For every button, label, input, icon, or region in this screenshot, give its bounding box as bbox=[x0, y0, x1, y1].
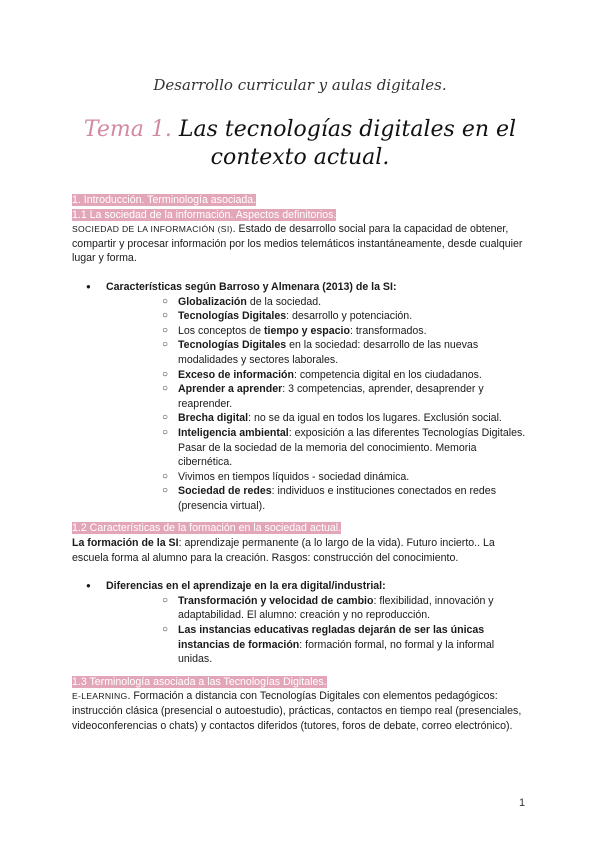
subsection-heading-1-2: 1.2 Características de la formación en la sociedad actual. bbox=[72, 522, 342, 535]
subsection-heading-1-3: 1.3 Terminología asociada a las Tecnologías Digitales. bbox=[72, 675, 327, 688]
definition-si bbox=[72, 222, 530, 266]
paragraph-formacion: La formación de la SI: aprendizaje permanente (a lo largo de la vida). Futuro incierto.. La escuela forma al alumno para la creación. Rasgos: construcción del conocimiento. bbox=[72, 537, 495, 564]
title-prefix: Tema 1. bbox=[83, 117, 172, 142]
course-title: Desarrollo curricular y aulas digitales. bbox=[153, 76, 447, 94]
subsection-heading-1-1: 1.1 La sociedad de la información. Aspectos definitorios. bbox=[72, 208, 337, 221]
list-item bbox=[72, 579, 530, 667]
term-elearning: E-LEARNING bbox=[72, 691, 128, 702]
document-body bbox=[72, 193, 530, 733]
list-item: ○ Tecnologías Digitales: desarrollo y potenciación. bbox=[106, 309, 530, 324]
list-item: ○ Sociedad de redes: individuos e instituciones conectados en redes (presencia virtual). bbox=[106, 484, 530, 513]
list-item bbox=[72, 280, 530, 514]
term-si: SOCIEDAD DE LA INFORMACIÓN (SI) bbox=[72, 224, 233, 235]
sublist-differences bbox=[106, 594, 530, 667]
list-item: ○ Aprender a aprender: 3 competencias, aprender, desaprender y reaprender. bbox=[106, 382, 530, 411]
definition-si-text: . Estado de desarrollo social para la capacidad de obtener, compartir y procesar información por los medios telemáticos instantáneamente, desde cualquier lugar y forma. bbox=[72, 223, 523, 265]
bullet-list-1 bbox=[72, 280, 530, 514]
list-item: ○ Tecnologías Digitales en la sociedad: desarrollo de las nuevas modalidades y sectores laborales. bbox=[106, 338, 530, 367]
page-title bbox=[60, 116, 540, 172]
sublist-characteristics bbox=[106, 295, 530, 514]
list-item: ○ Transformación y velocidad de cambio: flexibilidad, innovación y adaptabilidad. El alumno: creación y no reproducción. bbox=[106, 594, 530, 623]
definition-elearning: E-LEARNING. Formación a distancia con Tecnologías Digitales con elementos pedagógicos: instrucción clásica (presencial o autoestudio), prácticas, contactos en tiempo real (presenciales, videoconferencias o chats) y contactos diferidos (tutores, foros de debate, correo electrónico). bbox=[72, 690, 522, 732]
page-number: 1 bbox=[519, 797, 526, 809]
list-item: ○ Vivimos en tiempos líquidos - sociedad dinámica. bbox=[106, 470, 530, 485]
bullet-title: Diferencias en el aprendizaje en la era digital/industrial: bbox=[106, 580, 386, 593]
list-item: ○ Las instancias educativas regladas dejarán de ser las únicas instancias de formación: formación formal, no formal y la informal unidas. bbox=[106, 623, 530, 667]
title-rest: Las tecnologías digitales en el contexto actual. bbox=[178, 117, 517, 170]
list-item: ○ Los conceptos de tiempo y espacio: transformados. bbox=[106, 324, 530, 339]
list-item: ○ Globalización de la sociedad. bbox=[106, 295, 530, 310]
section-heading-1: 1. Introducción. Terminología asociada. bbox=[72, 194, 257, 206]
list-item: ○ Inteligencia ambiental: exposición a las diferentes Tecnologías Digitales. Pasar de la sociedad de la memoria del conocimiento. Memoria cibernética. bbox=[106, 426, 530, 470]
bullet-title: Características según Barroso y Almenara (2013) de la SI: bbox=[106, 280, 397, 293]
list-item: ○ Exceso de información: competencia digital en los ciudadanos. bbox=[106, 368, 530, 383]
bullet-list-2 bbox=[72, 579, 530, 667]
list-item: ○ Brecha digital: no se da igual en todos los lugares. Exclusión social. bbox=[106, 411, 530, 426]
